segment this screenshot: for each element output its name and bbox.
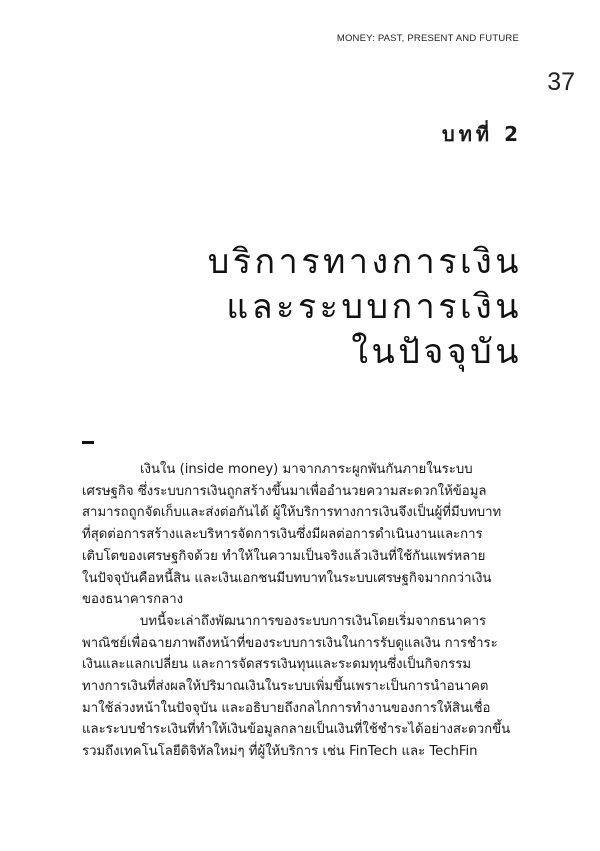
text-line: เศรษฐกิจ ซึ่งระบบการเงินถูกสร้างขึ้นมาเพื่ออำนวยความสะดวกให้ข้อมูล: [82, 483, 487, 499]
page-number: 37: [547, 68, 575, 96]
text-line: ทางการเงินที่ส่งผลให้ปริมาณเงินในระบบเพิ่มขึ้นเพราะเป็นการนำอนาคต: [82, 679, 489, 695]
text-line: มาใช้ล่วงหน้าในปัจจุบัน และอธิบายถึงกลไกการทำงานของการให้สินเชื่อ: [82, 700, 491, 716]
chapter-title: [208, 240, 522, 375]
text-line: และระบบชำระเงินที่ทำให้เงินข้อมูลกลายเป็นเงินที่ใช้ชำระได้อย่างสะดวกขึ้น: [82, 722, 511, 738]
text-line: สามารถถูกจัดเก็บและส่งต่อกันได้ ผู้ให้บริการทางการเงินจึงเป็นผู้ที่มีบทบาท: [82, 505, 502, 521]
text-line: เติบโตของเศรษฐกิจด้วย ทำให้ในความเป็นจริงแล้วเงินที่ใช้กันแพร่หลาย: [82, 548, 486, 564]
text-line: ที่สุดต่อการสร้างและบริหารจัดการเงินซึ่งมีผลต่อการดำเนินงานและการ: [82, 527, 483, 543]
chapter-label: บทที่ 2: [442, 122, 522, 146]
chapter-title-line: บริการทางการเงิน: [207, 242, 522, 282]
text-line: บทนี้จะเล่าถึงพัฒนาการของระบบการเงินโดยเริ่มจากธนาคาร: [140, 613, 487, 629]
body-text: [82, 459, 522, 763]
text-line: พาณิชย์เพื่อฉายภาพถึงหน้าที่ของระบบการเงินในการรับดูแลเงิน การชำระ: [82, 635, 498, 651]
text-line: รวมถึงเทคโนโลยีดิจิทัลใหม่ๆ ที่ผู้ให้บริการ เช่น FinTech และ TechFin: [82, 744, 478, 760]
text-line: เงินและแลกเปลี่ยน และการจัดสรรเงินทุนและระดมทุนซึ่งเป็นกิจกรรม: [82, 657, 472, 673]
paragraph-2: [82, 611, 522, 763]
paragraph-1: [82, 459, 522, 611]
chapter-title-line: และระบบการเงิน: [226, 287, 522, 327]
running-header: MONEY: PAST, PRESENT AND FUTURE: [336, 33, 519, 44]
text-line: ในปัจจุบันคือหนี้สิน และเงินเอกชนมีบทบาทในระบบเศรษฐกิจมากกว่าเงิน: [82, 570, 492, 586]
chapter-title-line: ในปัจจุบัน: [351, 332, 522, 372]
title-dash: [82, 441, 94, 444]
text-line: เงินใน (inside money) มาจากภาระผูกพันกันภายในระบบ: [140, 462, 473, 477]
text-line: ของธนาคารกลาง: [82, 592, 184, 608]
